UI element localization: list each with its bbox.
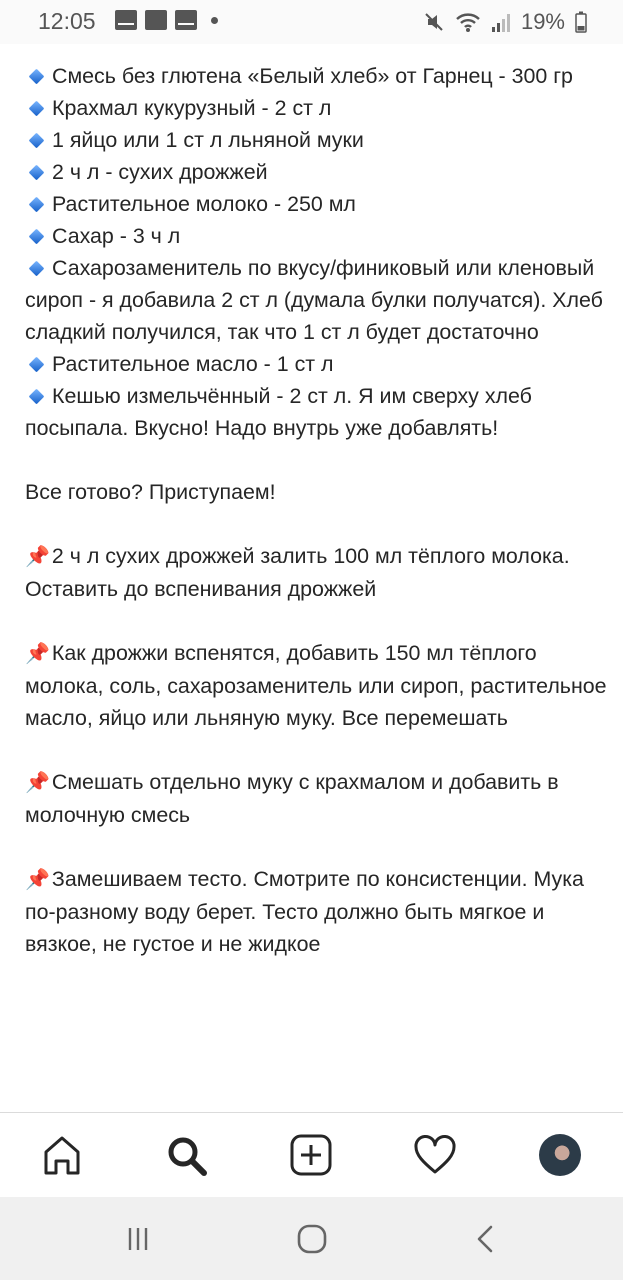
ready-text: Все готово? Приступаем! <box>25 480 276 504</box>
activity-button[interactable] <box>413 1133 457 1177</box>
blue-diamond-icon <box>29 165 45 181</box>
pushpin-icon: 📌 <box>25 869 50 891</box>
home-button[interactable] <box>40 1133 84 1177</box>
ingredient-item: Растительное молоко - 250 мл <box>25 188 610 220</box>
system-status-icons <box>423 9 587 35</box>
facebook-icon <box>145 10 167 30</box>
system-nav-bar <box>0 1197 623 1280</box>
clock: 12:05 <box>38 8 96 34</box>
gmail-icon <box>175 10 197 30</box>
search-icon <box>164 1133 208 1177</box>
new-post-button[interactable] <box>289 1133 333 1177</box>
blue-diamond-icon <box>29 229 45 245</box>
pushpin-icon: 📌 <box>25 772 50 794</box>
ingredient-item: 2 ч л - сухих дрожжей <box>25 156 610 188</box>
back-button[interactable] <box>466 1221 506 1257</box>
step-item: 📌Замешиваем тесто. Смотрите по консистенции. Мука по-разному воду берет. Тесто должно быть мягкое и вязкое, не густое и не жидкое <box>25 867 584 956</box>
new-post-icon <box>289 1133 333 1177</box>
bottom-nav <box>0 1113 623 1197</box>
step-item: 📌2 ч л сухих дрожжей залить 100 мл тёплого молока. Оставить до вспенивания дрожжей <box>25 544 570 601</box>
battery-percent: 19% <box>520 9 565 34</box>
blue-diamond-icon <box>29 389 45 405</box>
search-button[interactable] <box>164 1133 208 1177</box>
battery-icon <box>575 11 587 33</box>
ingredient-item: Сахар - 3 ч л <box>25 220 610 252</box>
ingredient-item: Крахмал кукурузный - 2 ст л <box>25 92 610 124</box>
recent-apps-icon <box>123 1224 153 1254</box>
ingredient-item: 1 яйцо или 1 ст л льняной муки <box>25 124 610 156</box>
blue-diamond-icon <box>29 197 45 213</box>
ingredient-item: Кешью измельчённый - 2 ст л. Я им сверху хлеб посыпала. Вкусно! Надо внутрь уже добавлять! <box>25 384 532 440</box>
status-bar <box>0 0 623 44</box>
post-caption <box>25 60 610 960</box>
recent-apps-button[interactable] <box>118 1221 158 1257</box>
mail-icon <box>115 10 137 30</box>
more-notifications-dot <box>211 17 218 24</box>
step-item: 📌Смешать отдельно муку с крахмалом и добавить в молочную смесь <box>25 770 559 827</box>
notification-icons <box>115 10 218 30</box>
activity-heart-icon <box>413 1133 457 1177</box>
pushpin-icon: 📌 <box>25 643 50 665</box>
signal-icon <box>491 11 511 33</box>
blue-diamond-icon <box>29 101 45 117</box>
profile-avatar <box>539 1134 581 1176</box>
home-system-button[interactable] <box>292 1221 332 1257</box>
blue-diamond-icon <box>29 261 45 277</box>
profile-button[interactable] <box>538 1133 582 1177</box>
blue-diamond-icon <box>29 357 45 373</box>
wifi-icon <box>455 11 481 33</box>
home-circle-icon <box>296 1223 328 1255</box>
ingredient-item: Сахарозаменитель по вкусу/финиковый или кленовый сироп - я добавила 2 ст л (думала булки получатся). Хлеб сладкий получился, так что 1 ст л будет достаточно <box>25 256 603 344</box>
blue-diamond-icon <box>29 69 45 85</box>
ingredient-item: Смесь без глютена «Белый хлеб» от Гарнец - 300 гр <box>25 60 610 92</box>
blue-diamond-icon <box>29 133 45 149</box>
pushpin-icon: 📌 <box>25 546 50 568</box>
mute-icon <box>423 11 445 33</box>
home-icon <box>40 1133 84 1177</box>
step-item: 📌Как дрожжи вспенятся, добавить 150 мл тёплого молока, соль, сахарозаменитель или сироп, растительное масло, яйцо или льняную муку. Все перемешать <box>25 641 607 730</box>
ingredient-item: Растительное масло - 1 ст л <box>25 348 610 380</box>
back-icon <box>471 1224 501 1254</box>
